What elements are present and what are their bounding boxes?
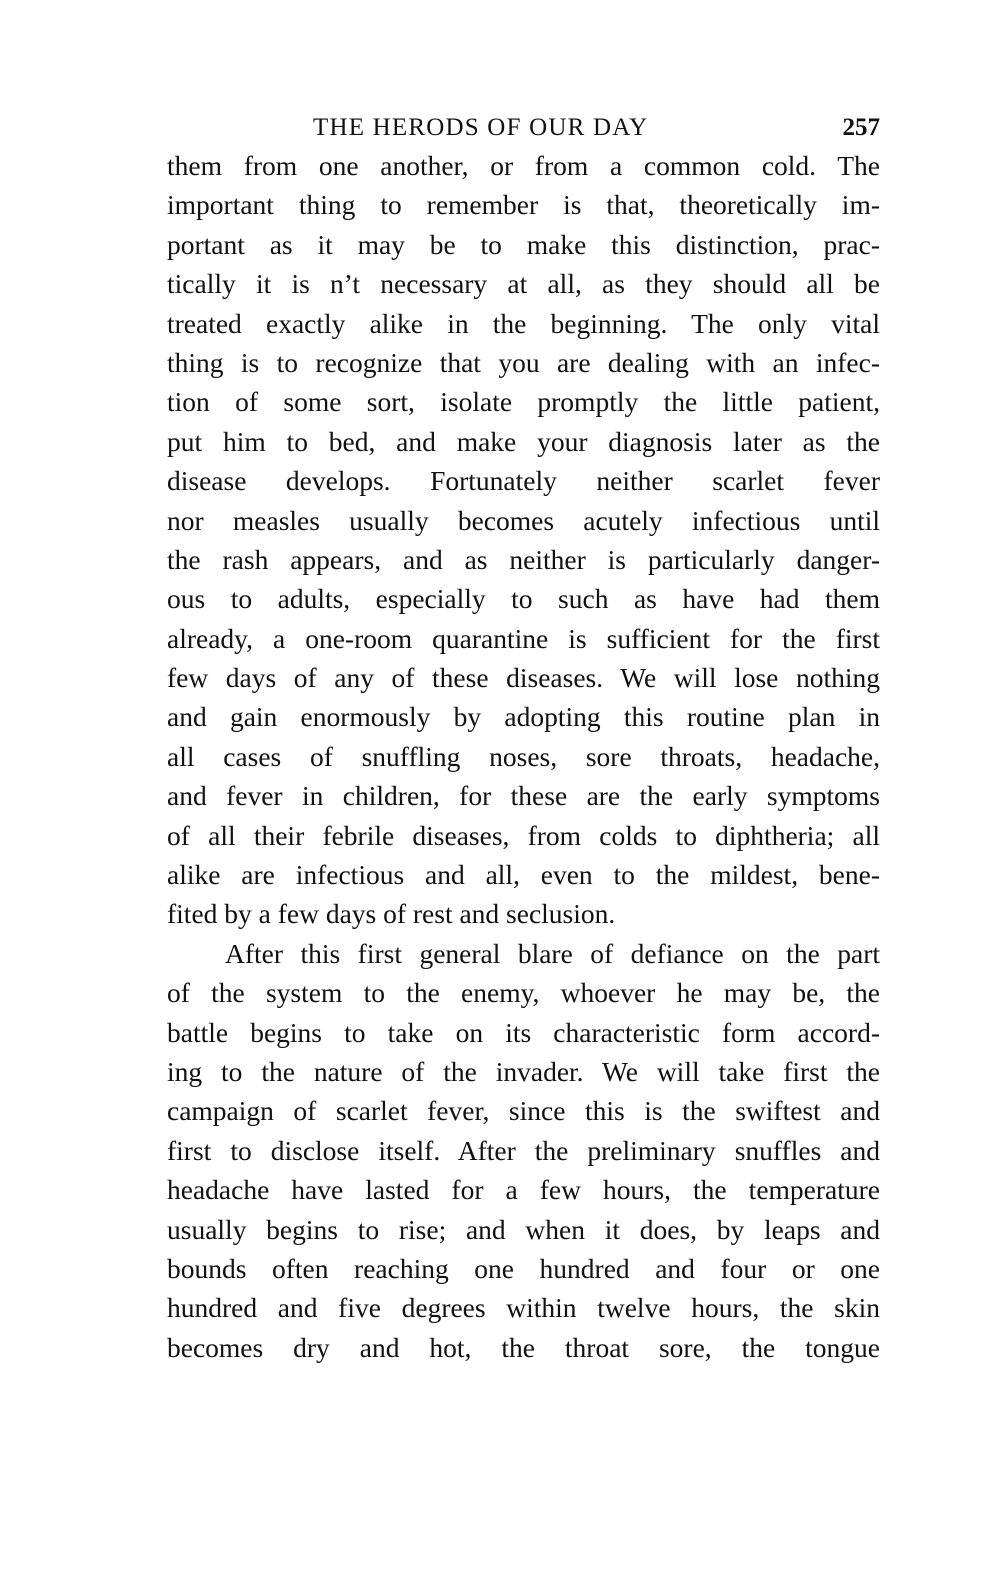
text-line: and fever in children, for these are the early symptoms	[167, 780, 880, 812]
text-line: disease develops. Fortunately neither scarlet fever	[167, 465, 880, 497]
text-line: fited by a few days of rest and seclusion.	[167, 898, 616, 930]
text-line: few days of any of these diseases. We will lose nothing	[167, 662, 880, 694]
text-line: treated exactly alike in the beginning. The only vital	[167, 307, 880, 339]
text-line: headache have lasted for a few hours, the temperature	[167, 1174, 880, 1206]
paragraph-1	[167, 146, 880, 934]
text-line: tion of some sort, isolate promptly the little patient,	[167, 386, 880, 418]
text-line: nor measles usually becomes acutely infectious until	[167, 504, 880, 536]
text-line: ous to adults, especially to such as have had them	[167, 583, 880, 615]
text-line: becomes dry and hot, the throat sore, the tongue	[167, 1331, 880, 1363]
text-line: important thing to remember is that, theoretically im-	[167, 189, 880, 221]
text-line: first to disclose itself. After the preliminary snuffles and	[167, 1134, 880, 1166]
text-line: tically it is n’t necessary at all, as they should all be	[167, 268, 880, 300]
running-head	[167, 108, 880, 148]
body-text	[167, 146, 880, 1367]
running-title: THE HERODS OF OUR DAY	[313, 114, 649, 141]
text-line: bounds often reaching one hundred and four or one	[167, 1252, 880, 1284]
text-line: all cases of snuffling noses, sore throats, headache,	[167, 740, 880, 772]
text-line: alike are infectious and all, even to the mildest, bene-	[167, 859, 880, 891]
page-number: 257	[842, 114, 880, 141]
paragraph-2	[167, 934, 880, 1367]
text-line: usually begins to rise; and when it does, by leaps and	[167, 1213, 880, 1245]
text-line: ing to the nature of the invader. We will take first the	[167, 1055, 880, 1087]
text-line: portant as it may be to make this distinction, prac-	[167, 228, 880, 260]
text-line: battle begins to take on its characteristic form accord-	[167, 1016, 880, 1048]
text-line: After this first general blare of defiance on the part	[225, 937, 880, 969]
text-line: them from one another, or from a common cold. The	[167, 150, 880, 181]
text-line: put him to bed, and make your diagnosis later as the	[167, 425, 880, 457]
text-line: campaign of scarlet fever, since this is the swiftest and	[167, 1095, 880, 1127]
text-line: hundred and five degrees within twelve hours, the skin	[167, 1292, 880, 1324]
text-line: the rash appears, and as neither is particularly danger-	[167, 543, 880, 575]
text-line: of all their febrile diseases, from colds to diphtheria; all	[167, 819, 880, 851]
text-line: and gain enormously by adopting this routine plan in	[167, 701, 880, 733]
text-line: of the system to the enemy, whoever he may be, the	[167, 977, 880, 1009]
text-line: thing is to recognize that you are dealing with an infec-	[167, 346, 880, 378]
text-line: already, a one-room quarantine is sufficient for the first	[167, 622, 880, 654]
